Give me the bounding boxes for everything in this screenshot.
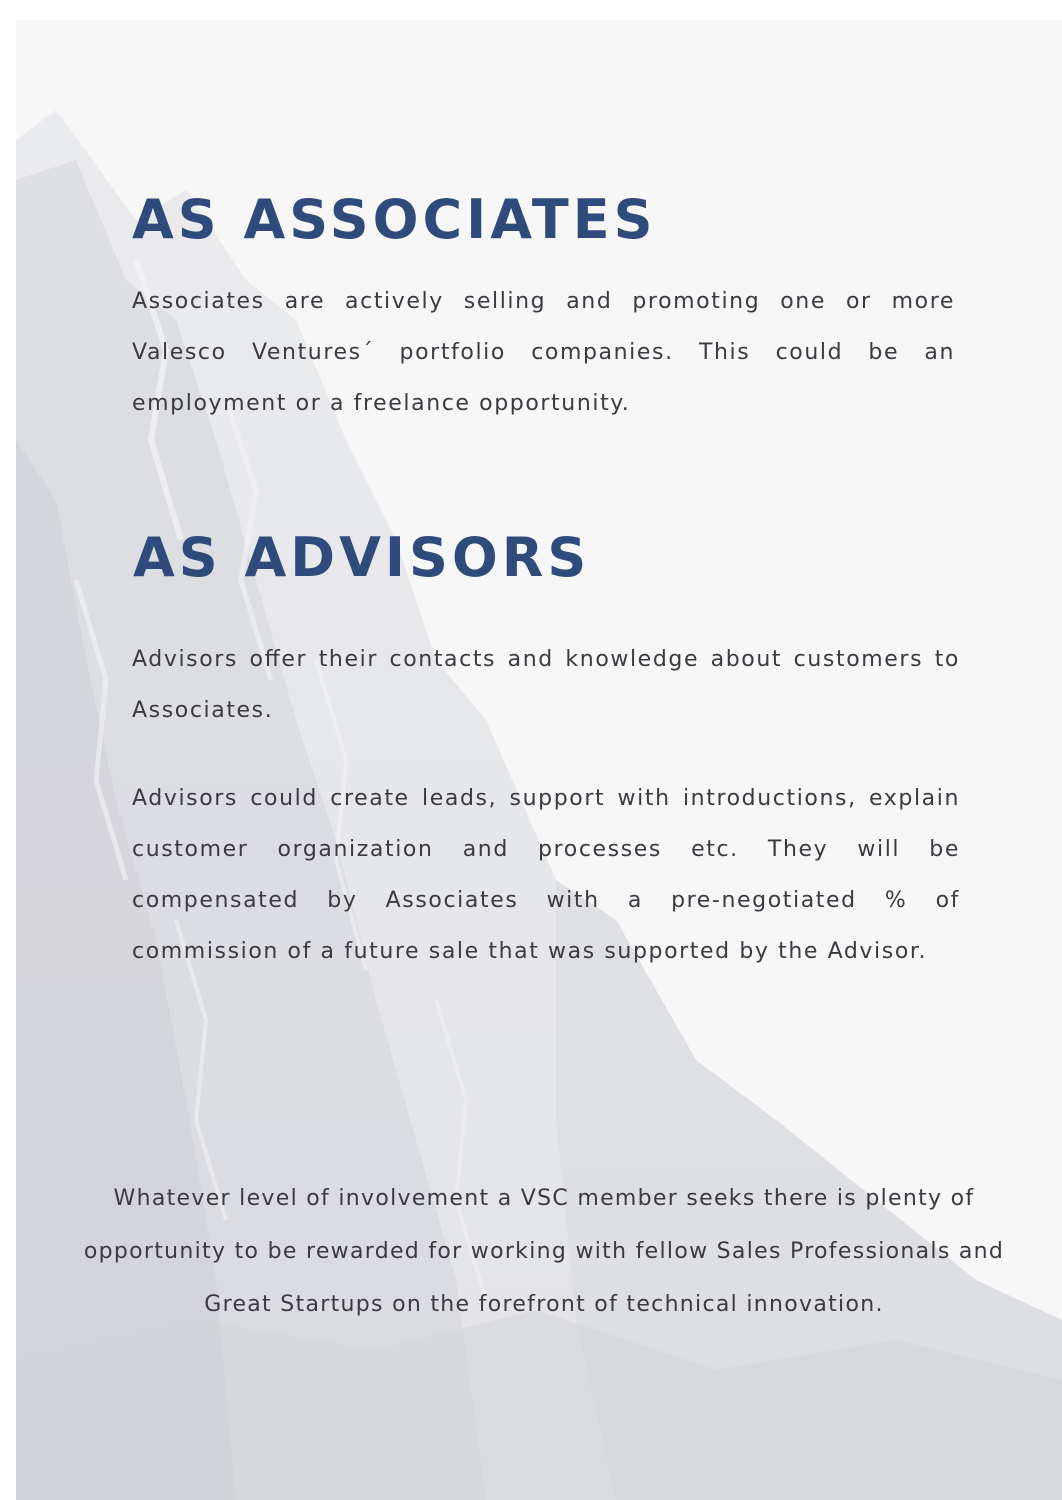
page-content xyxy=(16,20,1062,1500)
closing-paragraph: Whatever level of involvement a VSC member seeks there is plenty of opportunity to be rewarded for working with fellow Sales Professionals and Great Startups on the forefront of technical innovation. xyxy=(83,1186,1005,1317)
advisors-heading: AS ADVISORS xyxy=(133,526,591,589)
document-page xyxy=(16,20,1062,1500)
associates-paragraph: Associates are actively selling and promoting one or more Valesco Ventures´ portfolio companies. This could be an employment or a freelance opportunity. xyxy=(132,289,955,416)
associates-heading: AS ASSOCIATES xyxy=(132,188,657,251)
advisors-paragraph-1: Advisors oﬀer their contacts and knowledge about customers to Associates. xyxy=(132,647,960,723)
advisors-paragraph-2: Advisors could create leads, support with introductions, explain customer organization and processes etc. They will be compensated by Associates with a pre-negotiated % of commission of a future sale that was supported by the Advisor. xyxy=(132,786,960,964)
